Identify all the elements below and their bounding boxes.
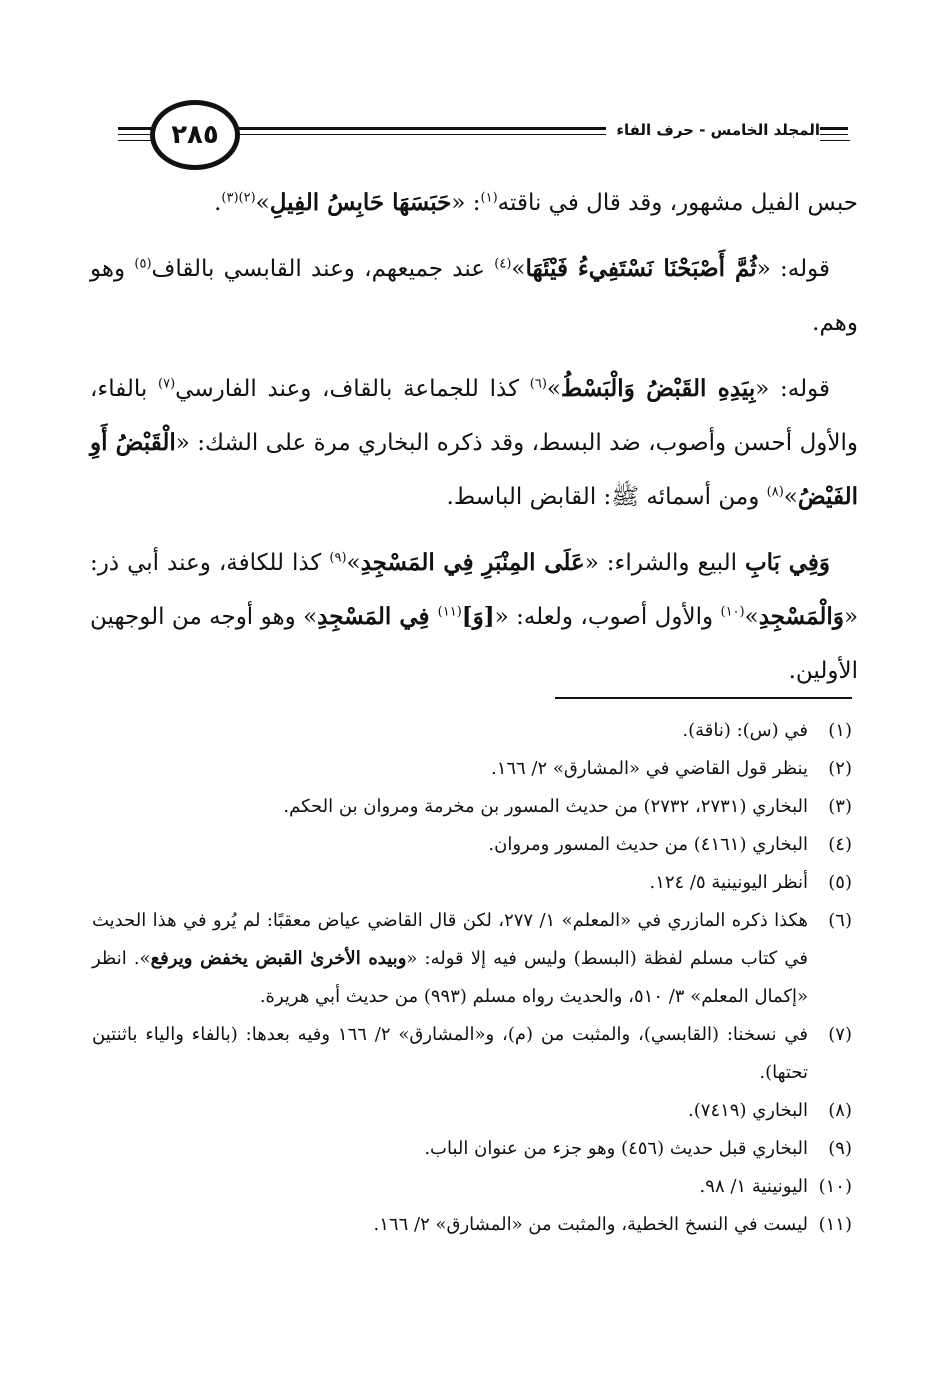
footnote-text: البخاري (٢٧٣١، ٢٧٣٢) من حديث المسور بن مخرمة ومروان بن الحكم. [283,796,808,817]
footnote-ref: (١١) [437,604,462,620]
text-run: » [511,256,526,282]
footnote-text [92,902,808,1016]
footnote-text: البخاري (٤١٦١) من حديث المسور ومروان. [488,834,808,855]
footnote-text: البخاري (٧٤١٩). [688,1100,808,1121]
hadith-quote: عَلَى المِنْبَرِ فِي المَسْجِدِ [360,549,585,576]
hadith-quote: حَبَسَهَا حَابِسُ الفِيلِ [269,189,452,216]
footnote-text: اليونينية ١/ ٩٨. [699,1176,808,1197]
footnote-number: (٤) [828,834,852,855]
hadith-quote: وَالْمَسْجِدِ [758,603,844,630]
footnote-text: في نسخنا: (القابسي)، والمثبت من (م)، و«المشارق» ٢/ ١٦٦ وفيه بعدها: (بالفاء والياء باثنتين تحتها). [92,1024,808,1083]
footnote-item [92,712,852,750]
footnote-item [92,1016,852,1092]
footnote-text: في (س): (ناقة). [682,720,808,741]
paragraph-3 [90,362,858,524]
footnotes [92,712,852,1244]
text-run: البيع والشراء: « [584,550,745,576]
text-run: ». انظر «إكمال المعلم» ٣/ ٥١٠، والحديث رواه مسلم (٩٩٣) من حديث أبي هريرة. [92,948,808,1007]
footnote-number: (٢) [828,758,852,779]
text-run: قوله: « [755,376,831,402]
text-run: » [346,550,361,576]
running-head: المجلد الخامس - حرف الفاء [606,121,820,139]
footnote-ref: (١) [480,190,498,206]
footnote-item [92,826,852,864]
text-run: » [546,376,561,402]
footnote-ref: (٧) [158,376,176,392]
text-run: كذا للجماعة بالقاف، وعند الفارسي [175,376,530,402]
footnote-ref: (٤) [494,256,512,272]
footnote-text: البخاري قبل حديث (٤٥٦) وهو جزء من عنوان الباب. [424,1138,808,1159]
quoted-hadith: وبيده الأخرىٰ القبض يخفض ويرفع [150,948,407,969]
paragraph-1 [90,176,858,230]
footnote-ref: (٢)(٣) [221,190,256,206]
text-run: والأول أصوب، ولعله: « [494,604,721,630]
footnote-text: ليست في النسخ الخطية، والمثبت من «المشارق» ٢/ ١٦٦. [373,1214,808,1235]
header-rule-right-extra [820,140,850,141]
text-run: . [214,190,222,216]
hadith-quote: الْقَبْضُ أَوِ الفَيْضُ [90,429,858,510]
text-run: : « [451,190,481,216]
text-run: » وهو أوجه من الوجهين الأولين. [90,604,858,684]
text-run: » [744,604,759,630]
hadith-quote: فِي المَسْجِدِ [317,603,438,630]
page-number: ٢٨٥ [171,120,219,150]
text-run: كذا للكافة، وعند أبي ذر: « [90,550,859,630]
footnote-ref: (٥) [134,256,152,272]
footnote-ref: (١٠) [720,604,745,620]
footnote-number: (١٠) [818,1176,852,1197]
footnote-number: (٦) [828,910,852,931]
footnote-number: (٧) [828,1024,852,1045]
footnote-ref: (٨) [766,484,784,500]
text-run: قوله: « [756,256,830,282]
hadith-quote: وَفِي بَابِ [744,549,831,576]
footnote-item [92,1092,852,1130]
footnote-separator [555,697,852,699]
footnote-ref: (٦) [529,376,547,392]
footnote-number: (١١) [818,1214,852,1235]
text-run: عند جميعهم، وعند القابسي بالقاف [151,256,495,282]
hadith-quote: ثُمَّ أَصْبَحْنَا نَسْتَفِيءُ فَيْئَهَا [525,255,757,282]
footnote-item [92,1168,852,1206]
text-run: هكذا ذكره المازري في «المعلم» ١/ ٢٧٧، لكن قال القاضي عياض معقبًا: لم يُرو في هذا الحديث في كتاب مسلم لفظة (البسط) وليس فيه إلا قوله: « [92,910,808,969]
footnote-item [92,902,852,1016]
paragraph-2 [90,242,858,350]
footnote-item [92,1206,852,1244]
hadith-quote: بِيَدِهِ القَبْضُ وَالْبَسْطُ [561,375,756,402]
footnote-number: (٩) [828,1138,852,1159]
footnote-number: (٣) [828,796,852,817]
text-run: حبس الفيل مشهور، وقد قال في ناقته [497,190,858,216]
footnote-number: (١) [828,720,852,741]
hadith-quote: [وَ] [461,603,495,630]
footnote-ref: (٩) [329,550,347,566]
text-run: » [783,484,798,510]
text-run: بالفاء، والأول أحسن وأصوب، ضد البسط، وقد ذكره البخاري مرة على الشك: « [90,376,858,456]
text-run: ومن أسمائه ﷺ: القابض الباسط. [446,484,767,510]
footnote-item [92,864,852,902]
text-run: » [255,190,270,216]
paragraph-4 [90,536,858,698]
text-run: وهو وهم. [90,256,858,336]
footnote-text: ينظر قول القاضي في «المشارق» ٢/ ١٦٦. [490,758,808,779]
footnote-number: (٨) [828,1100,852,1121]
footnote-number: (٥) [828,872,852,893]
footnote-item [92,1130,852,1168]
footnote-item [92,750,852,788]
footnote-text: أنظر اليونينية ٥/ ١٢٤. [649,872,808,893]
main-text [90,176,858,710]
footnote-item [92,788,852,826]
page-number-badge [150,100,240,170]
